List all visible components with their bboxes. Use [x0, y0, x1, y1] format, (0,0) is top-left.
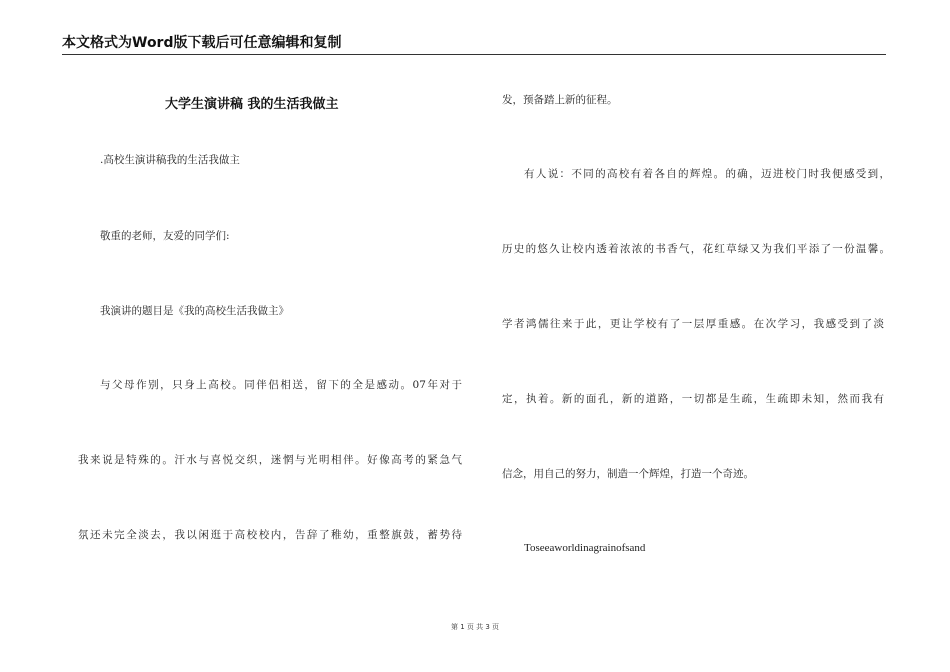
left-line-paragraph-2: 我来说是特殊的。汗水与喜悦交织，迷惘与光明相伴。好像高考的紧急气: [78, 454, 462, 466]
page-number-footer: 第 1 页 共 3 页: [450, 623, 500, 631]
right-line-continuation: 发，预备踏上新的征程。: [502, 94, 618, 106]
right-line-paragraph-1: 有人说：不同的高校有着各自的辉煌。的确，迈进校门时我便感受到，: [524, 168, 890, 180]
left-line-paragraph-3: 氛还未完全淡去，我以闲逛于高校校内，告辞了稚幼，重整旗鼓，蓄势待: [78, 529, 462, 541]
right-line-paragraph-3: 学者鸿儒往来于此，更让学校有了一层厚重感。在次学习，我感受到了淡: [502, 318, 884, 330]
left-line-greeting: 敬重的老师，友爱的同学们:: [100, 230, 230, 242]
left-line-paragraph-1: 与父母作别，只身上高校。同伴侣相送，留下的全是感动。07年对于: [100, 379, 462, 391]
document-title: 大学生演讲稿 我的生活我做主: [165, 97, 339, 112]
left-line-topic: 我演讲的题目是《我的高校生活我做主》: [100, 305, 289, 317]
right-line-paragraph-2: 历史的悠久让校内透着浓浓的书香气，花红草绿又为我们平添了一份温馨。: [502, 243, 890, 255]
right-line-english: Toseeaworldinagrainofsand: [524, 542, 646, 554]
left-line-subtitle: .高校生演讲稿我的生活我做主: [100, 154, 240, 166]
header-text: 本文格式为Word版下载后可任意编辑和复制: [62, 35, 342, 51]
right-line-paragraph-4: 定，执着。新的面孔，新的道路，一切都是生疏，生疏即未知，然而我有: [502, 393, 884, 405]
page-header: [62, 34, 886, 55]
right-line-paragraph-5: 信念，用自己的努力，制造一个辉煌，打造一个奇迹。: [502, 468, 754, 480]
